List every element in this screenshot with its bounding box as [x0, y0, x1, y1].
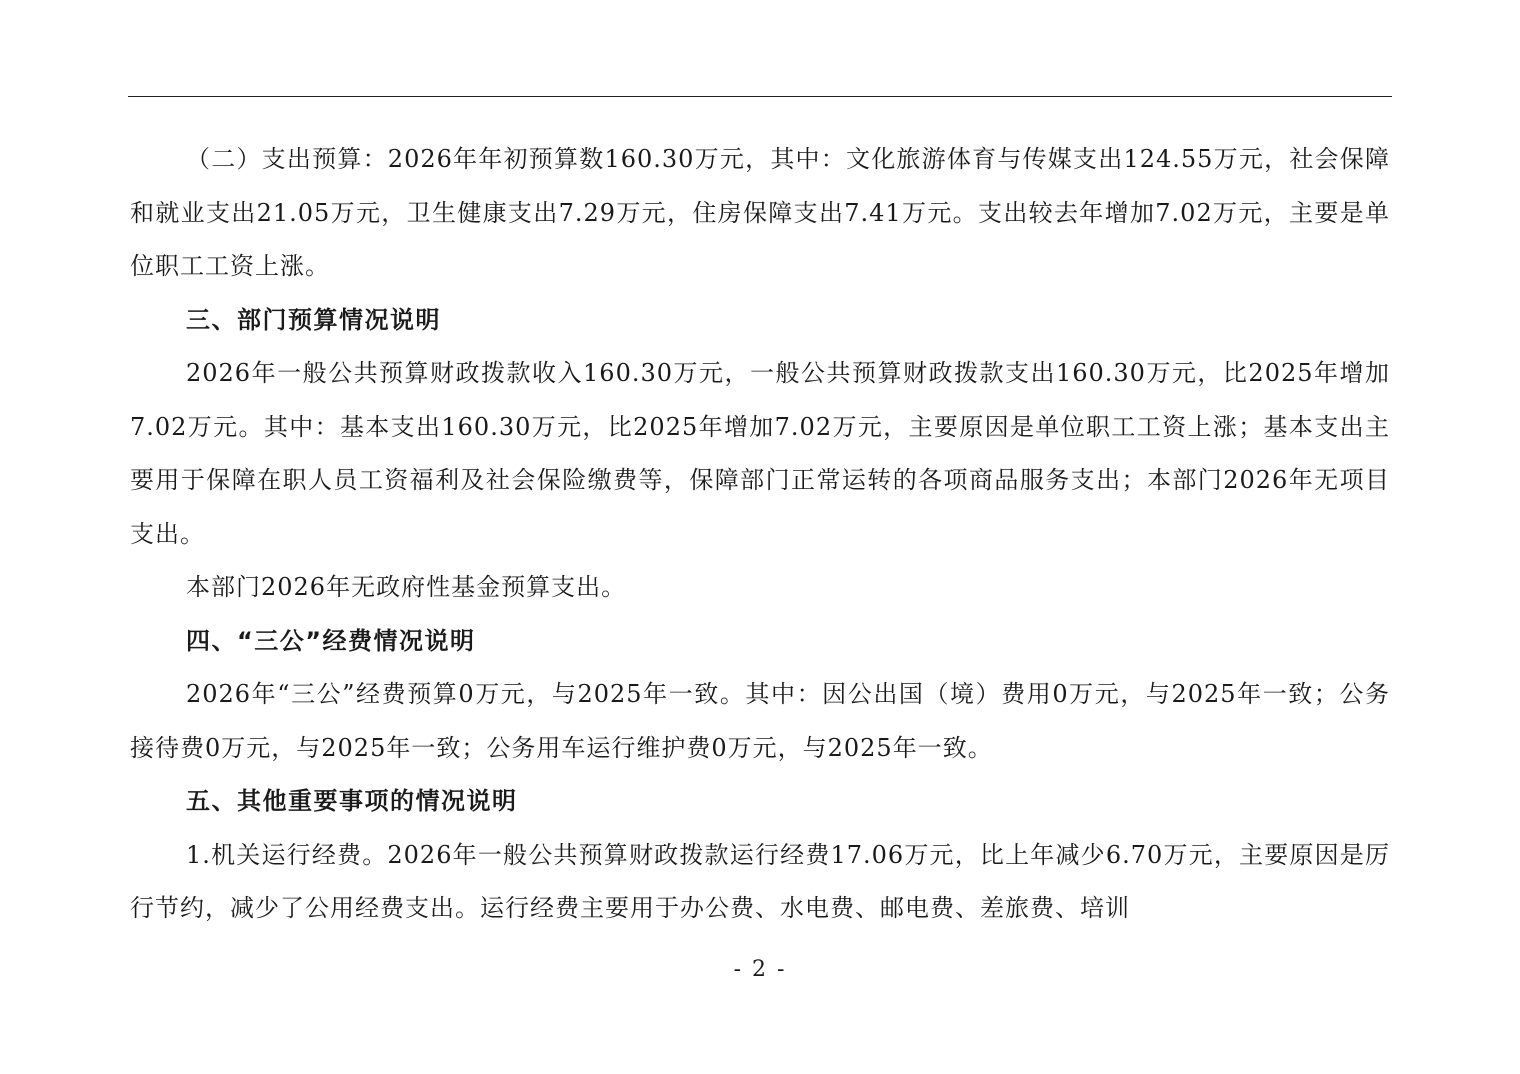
section-heading-other-matters: 五、其他重要事项的情况说明 [186, 787, 518, 815]
header-rule [128, 96, 1392, 97]
page-number: - 2 - [733, 957, 787, 982]
section-heading-three-public-expenses: 四、“三公”经费情况说明 [186, 626, 476, 655]
section-heading-department-budget: 三、部门预算情况说明 [186, 305, 441, 334]
paragraph-government-fund: 本部门2026年无政府性基金预算支出。 [186, 573, 627, 601]
paragraph-general-budget: 2026年一般公共预算财政拨款收入160.30万元，一般公共预算财政拨款支出160.30万元，比2025年增加7.02万元。其中：基本支出160.30万元，比2025年增加7.02万元，主要原因是单位职工工资上涨；基本支出主要用于保障在职人员工资福利及社会保险缴费等，保障部门正常运转的各项商品服务支出；本部门2026年无项目支出。 [130, 359, 1390, 548]
paragraph-operating-expenses: 1.机关运行经费。2026年一般公共预算财政拨款运行经费17.06万元，比上年减少6.70万元，主要原因是厉行节约，减少了公用经费支出。运行经费主要用于办公费、水电费、邮电费、差旅费、培训 [130, 840, 1390, 922]
document-body [130, 133, 1390, 936]
paragraph-three-public-expenses: 2026年“三公”经费预算0万元，与2025年一致。其中：因公出国（境）费用0万元，与2025年一致；公务接待费0万元，与2025年一致；公务用车运行维护费0万元，与2025年一致。 [130, 680, 1390, 762]
paragraph-expenditure-budget: （二）支出预算：2026年年初预算数160.30万元，其中：文化旅游体育与传媒支出124.55万元，社会保障和就业支出21.05万元，卫生健康支出7.29万元，住房保障支出7.41万元。支出较去年增加7.02万元，主要是单位职工工资上涨。 [130, 145, 1390, 280]
